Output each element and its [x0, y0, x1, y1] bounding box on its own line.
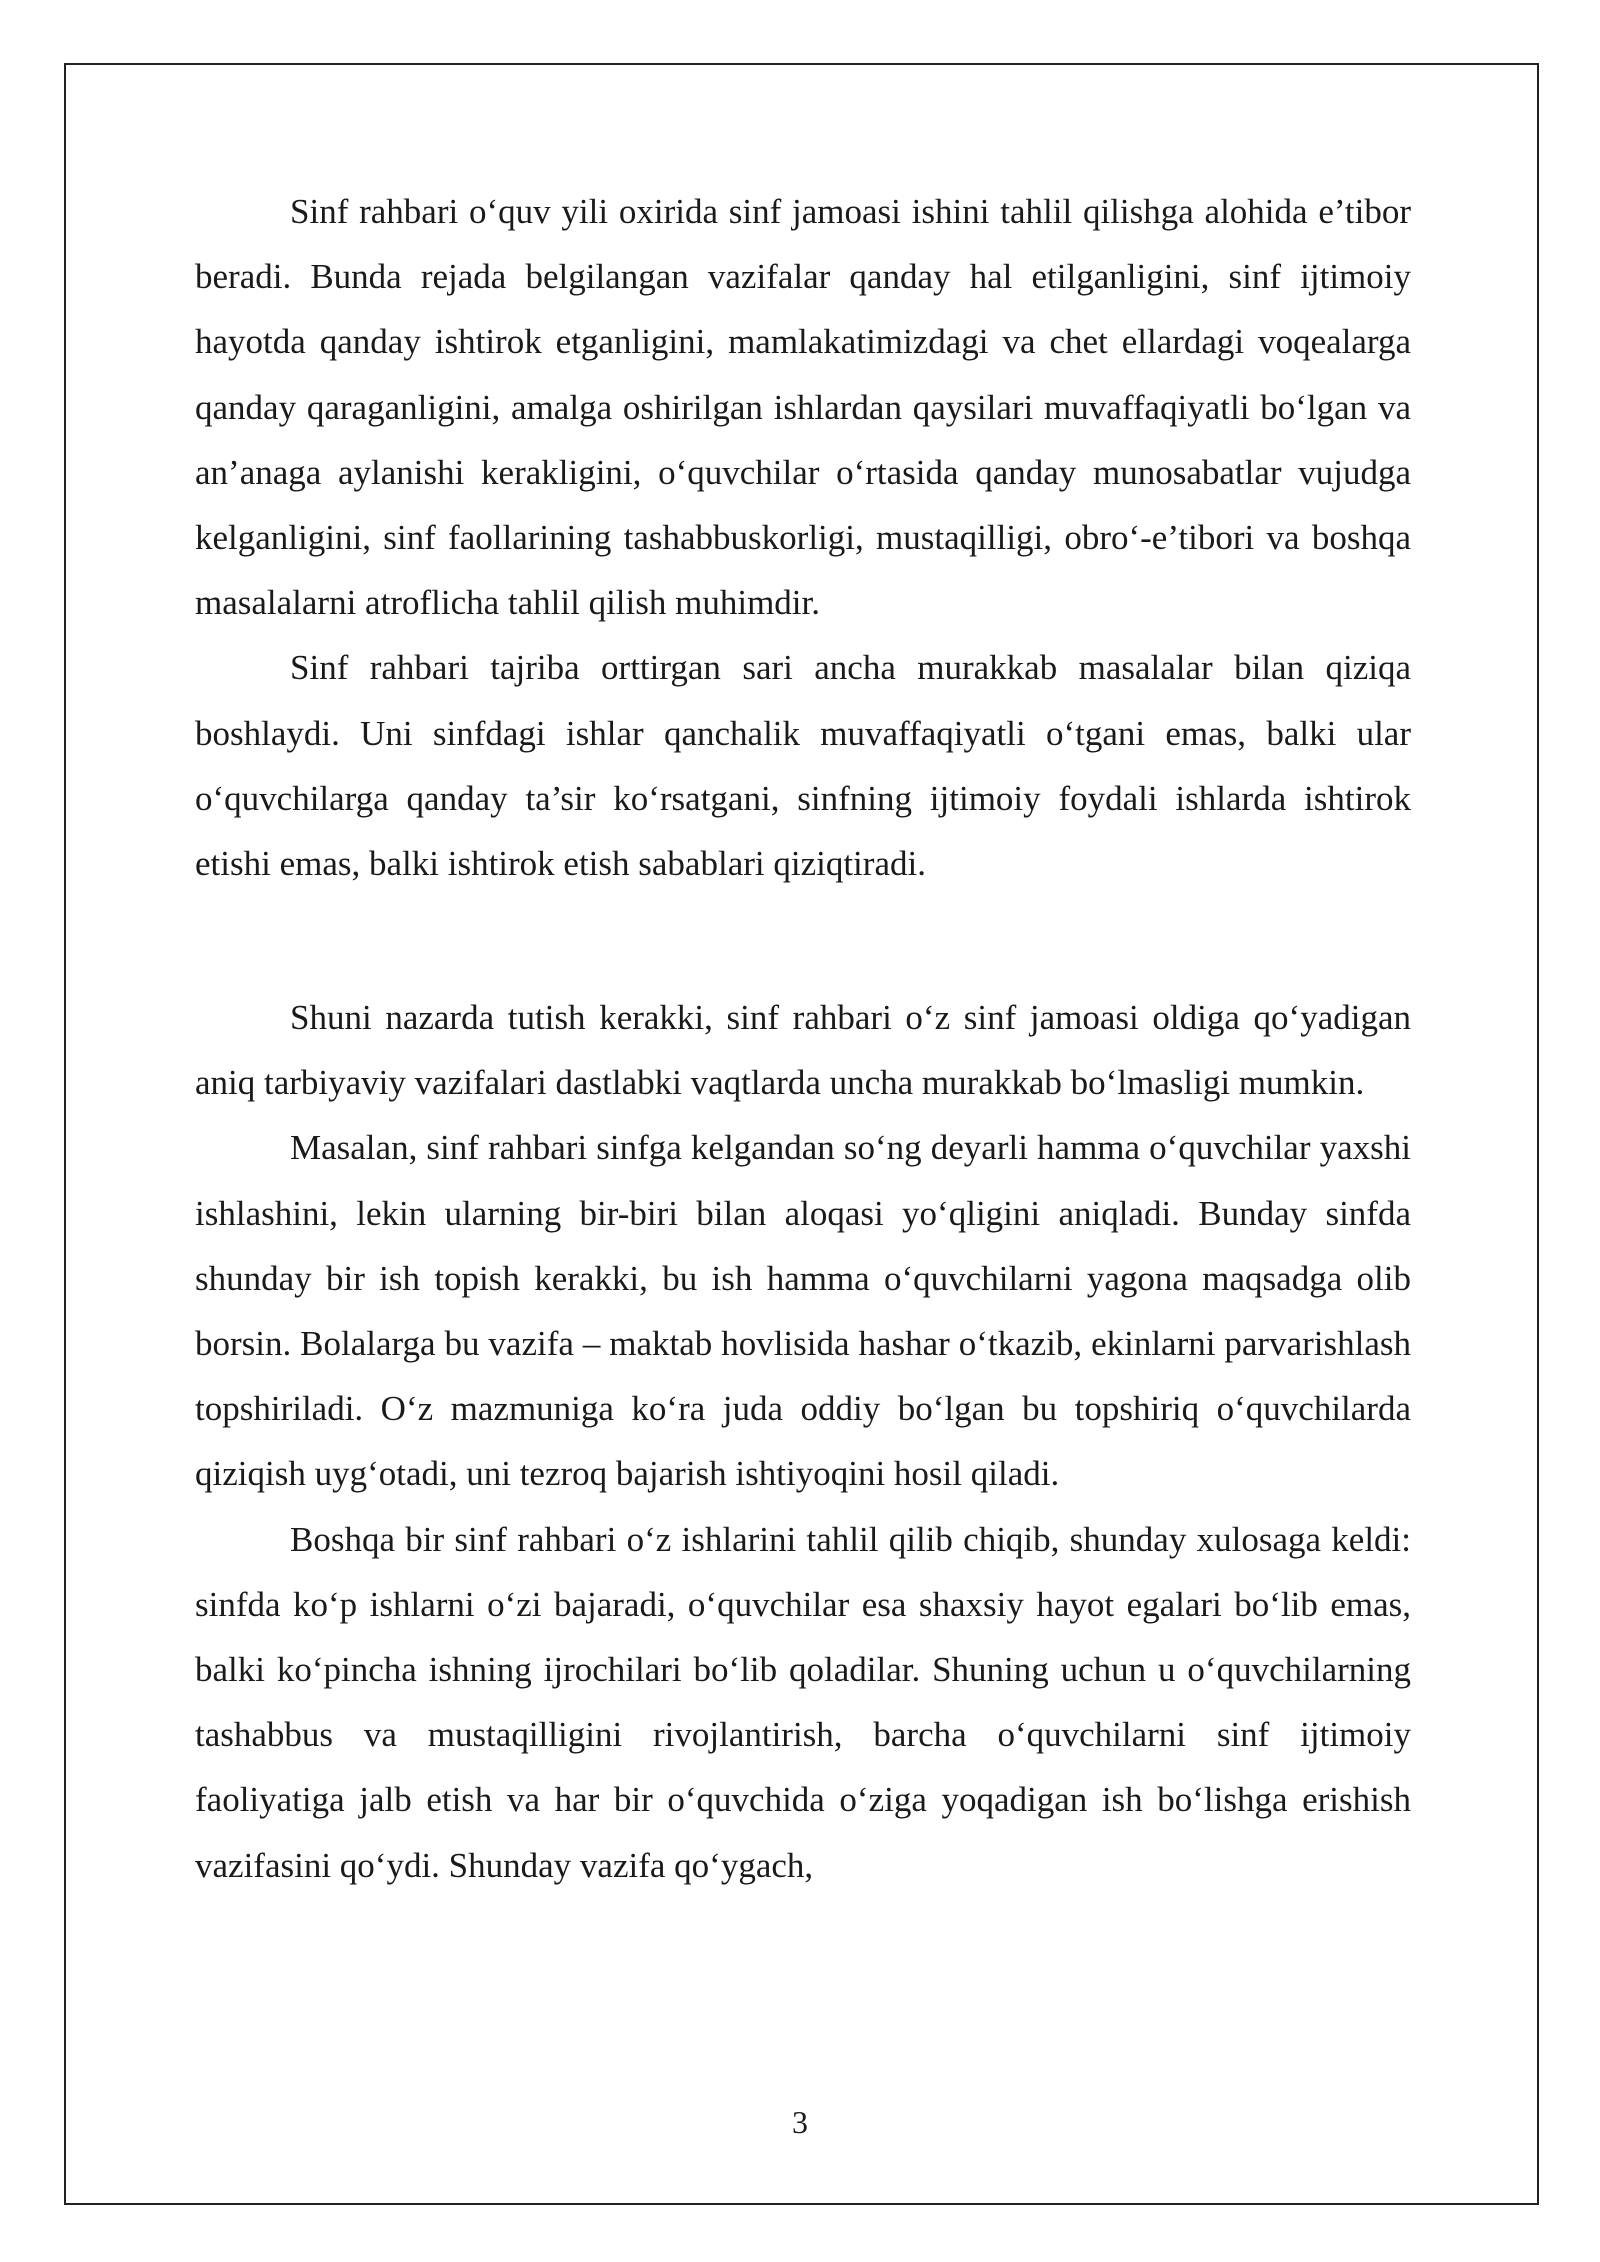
- paragraph-1: Sinf rahbari o‘quv yili oxirida sinf jamoasi ishini tahlil qilishga alohida e’tibor beradi. Bunda rejada belgilangan vazifalar qanday hal etilganligini, sinf ijtimoiy hayotda qanday ishtirok etganligini, mamlakatimizdagi va chet ellardagi voqealarga qanday qaraganligini, amalga oshirilgan ishlardan qaysilari muvaffaqiyatli bo‘lgan va an’anaga aylanishi kerakligini, o‘quvchilar o‘rtasida qanday munosabatlar vujudga kelganligini, sinf faollarining tashabbuskorligi, mustaqilligi, obro‘-e’tibori va boshqa masalalarni atroflicha tahlil qilish muhimdir.: [195, 192, 1411, 623]
- paragraph-2: Sinf rahbari tajriba orttirgan sari ancha murakkab masalalar bilan qiziqa boshlaydi. Uni sinfdagi ishlar qanchalik muvaffaqiyatli o‘tgani emas, balki ular o‘quvchilarga qanday ta’sir ko‘rsatgani, sinfning ijtimoiy foydali ishlarda ishtirok etishi emas, balki ishtirok etish sabablari qiziqtiradi.: [195, 648, 1411, 884]
- text-block-2: [195, 985, 1411, 1898]
- text-block-1: [195, 179, 1411, 896]
- paragraph-5: Boshqa bir sinf rahbari o‘z ishlarini tahlil qilib chiqib, shunday xulosaga keldi: sinfda ko‘p ishlarni o‘zi bajaradi, o‘quvchilar esa shaxsiy hayot egalari bo‘lib emas, balki ko‘pincha ishning ijrochilari bo‘lib qoladilar. Shuning uchun u o‘quvchilarning tashabbus va mustaqilligini rivojlantirish, barcha o‘quvchilarni sinf ijtimoiy faoliyatiga jalb etish va har bir o‘quvchida o‘ziga yoqadigan ish bo‘lishga erishish vazifasini qo‘ydi. Shunday vazifa qo‘ygach,: [195, 1519, 1411, 1885]
- paragraph-3: Shuni nazarda tutish kerakki, sinf rahbari o‘z sinf jamoasi oldiga qo‘yadigan aniq tarbiyaviy vazifalari dastlabki vaqtlarda uncha murakkab bo‘lmasligi mumkin.: [195, 998, 1411, 1103]
- page-number: 3: [792, 2104, 808, 2140]
- paragraph-4: Masalan, sinf rahbari sinfga kelgandan so‘ng deyarli hamma o‘quvchilar yaxshi ishlashini, lekin ularning bir-biri bilan aloqasi yo‘qligini aniqladi. Bunday sinfda shunday bir ish topish kerakki, bu ish hamma o‘quvchilarni yagona maqsadga olib borsin. Bolalarga bu vazifa – maktab hovlisida hashar o‘tkazib, ekinlarni parvarishlash topshiriladi. O‘z mazmuniga ko‘ra juda oddiy bo‘lgan bu topshiriq o‘quvchilarda qiziqish uyg‘otadi, uni tezroq bajarish ishtiyoqini hosil qiladi.: [195, 1128, 1411, 1494]
